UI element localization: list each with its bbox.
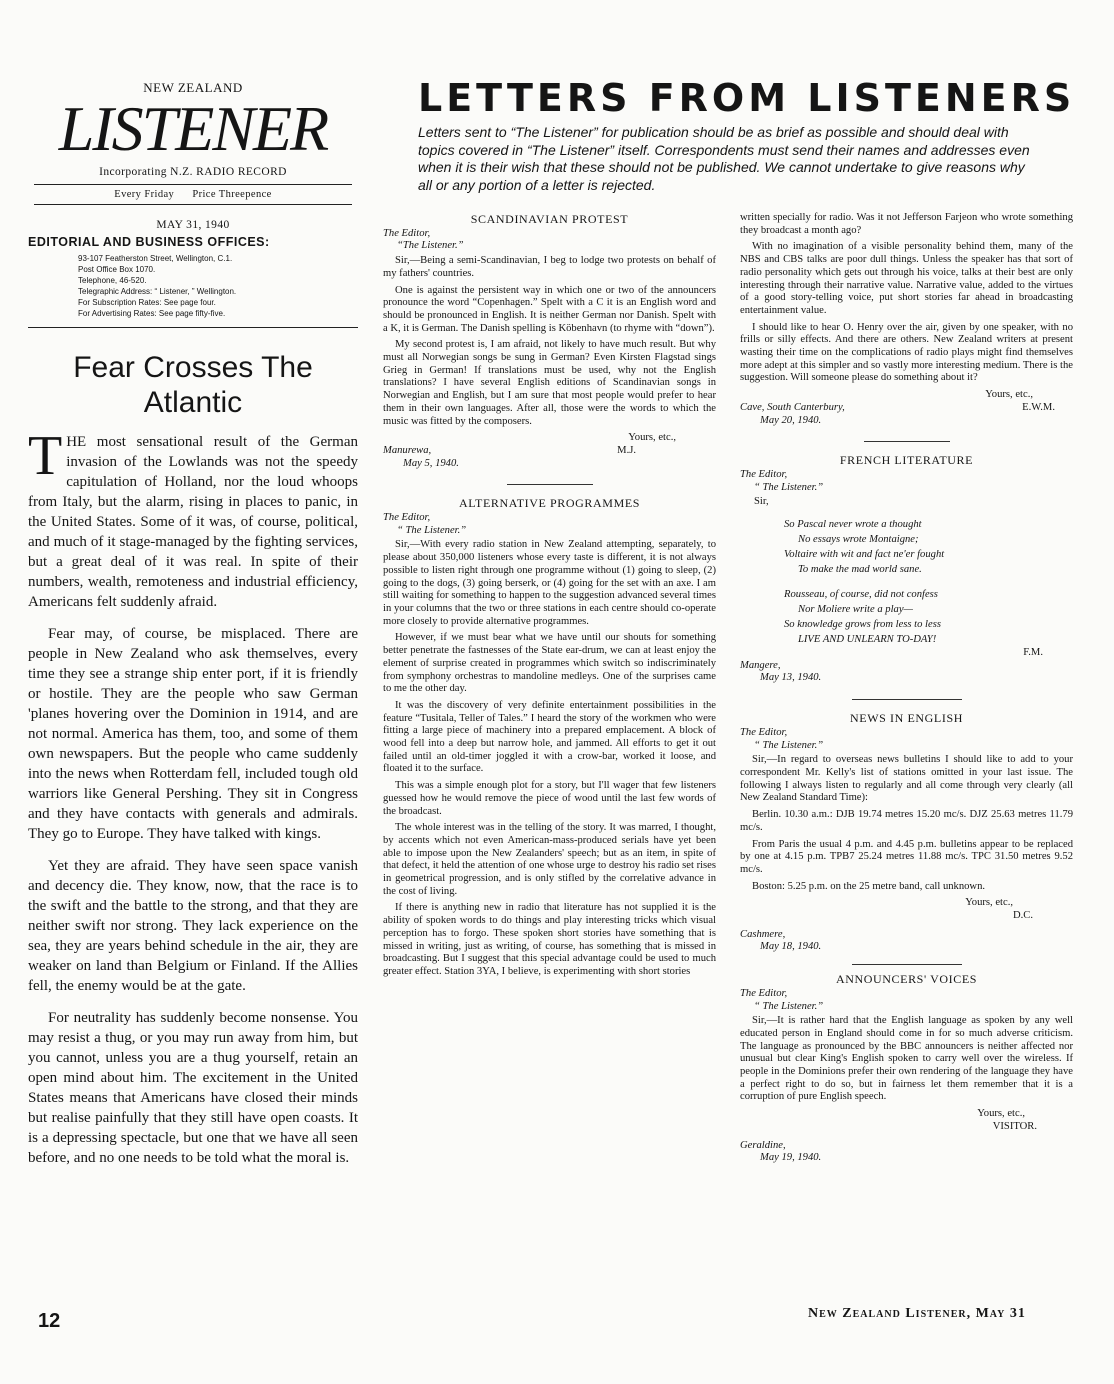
poem-line: So Pascal never wrote a thought [784,519,922,531]
letter-salutation: Sir, [754,496,769,508]
letter-paragraph: This was a simple enough plot for a story, but I'll wager that few listeners guessed how he would remove the piece of wood until the last few words of the broadcast. [383,780,716,817]
office-address [78,253,358,319]
letter-heading: FRENCH LITERATURE [839,453,974,468]
letter-paragraph: I should like to hear O. Henry over the air, given by one speaker, with no frills or silly effects. And there are others. New Zealand writers at present wasting their time on the complications of radio plays might find themselves more adept at this simpler and so vastly more interesting medium. There is the suggestion. Will someone please do something about it? [740,321,1073,384]
letters-intro: Letters sent to “The Listener” for publication should be as brief as possible and should deal with topics covered in “The Listener” itself. Correspondents must send their names and addresses even when it is their wish that these should not be published. We cannot undertake to give reasons why all or any portion of a letter is rejected. [418,124,1030,193]
letter-date: May 20, 1940. [760,414,822,426]
masthead-title: LISTENER [58,93,328,164]
letter-alternative-continued [740,212,1073,427]
letter-signature [740,402,1073,415]
letter-yours: Yours, etc., [965,897,1013,909]
masthead-rule-2 [34,204,352,205]
masthead [28,80,358,328]
letter-date: May 13, 1940. [760,672,822,684]
letter-news [740,712,1073,954]
address-line: 93-107 Featherston Street, Wellington, C.1. [78,254,233,263]
letter-paragraph: The whole interest was in the telling of the story. It was marred, I thought, by accents which not even American-mass-produced serials have yet been able to impose upon the New Zealanders' speech; but as an item, in spite of that defect, it held the attention of one whose urge to destroy his radio set rises in geometrical progression, and is only stifled by the correlative advance in the cost of living. [383,822,716,897]
address-line: For Subscription Rates: See page four. [78,298,216,307]
letter-alternative [383,497,716,978]
address-line: For Advertising Rates: See page fifty-five. [78,309,226,318]
letter-editor: The Editor, [740,468,788,480]
letter-place: Geraldine, [740,1139,786,1151]
letter-heading: SCANDINAVIAN PROTEST [470,212,629,226]
page-number: 12 [38,1310,61,1332]
letter-place: Cashmere, [740,928,786,940]
address-line: Telephone, 46-520. [78,276,147,285]
masthead-rule [34,184,352,185]
letter-paragraph: With no imagination of a visible personality behind them, many of the NBS and CBS talks are poor dull things. Unless the speaker has that sort of radio personality which gets out through his voice, talks at their best are only interesting through their narrative value. Narrative value, added to the virtues of a good story-telling voice, put short stories far ahead in broadcasting entertainment value. [740,241,1073,316]
feature-paragraph: For neutrality has suddenly become nonsense. You may resist a thug, or you may run away from him, but you cannot, unless you are a thug yourself, retain an open mind about him. The excitement in the United States means that Americans have closed their minds but realise painfully that they still have open coasts. It is a depressing spectacle, but one that we have all seen before, and no one needs to be told what the moral is. [28,1010,358,1166]
letter-date: May 18, 1940. [760,941,822,953]
letter-editor: The Editor, [383,227,431,239]
letter-listener: “The Listener.” [397,240,464,252]
price: Price Threepence [192,189,272,200]
letter-listener: “ The Listener.” [397,524,467,536]
letter-initials: D.C. [1012,910,1033,922]
letter-announcers [740,973,1073,1165]
letter-french [740,454,1073,685]
poem [740,517,1073,647]
poem-line: So knowledge grows from less to less [784,619,941,631]
dropcap: T [28,425,63,487]
feature-headline: Fear Crosses The Atlantic [73,351,313,419]
letter-paragraph: Sir,—Being a semi-Scandinavian, I beg to lodge two protests on behalf of my fathers' countries. [383,255,716,279]
letters-column-left [383,213,716,983]
poem-line: To make the mad world sane. [798,564,922,576]
letter-place: Mangere, [740,659,781,671]
frequency: Every Friday [114,189,175,200]
poem-line: LIVE AND UNLEARN TO-DAY! [798,634,937,646]
letter-editor: The Editor, [740,726,788,738]
letter-separator [852,964,962,965]
masthead-country: NEW ZEALAND [143,80,243,95]
masthead-bottom-rule [28,327,358,328]
letter-heading: ALTERNATIVE PROGRAMMES [458,496,641,511]
letters-column-right [740,212,1073,1165]
letter-yours: Yours, etc., [628,432,676,444]
letter-paragraph: Boston: 5.25 p.m. on the 25 metre band, call unknown. [752,880,986,892]
masthead-incorporating: Incorporating N.Z. RADIO RECORD [99,166,287,178]
letter-separator [864,441,950,442]
letter-initials: E.W.M. [1022,401,1055,413]
footer-publication: New Zealand Listener, May 31 [808,1306,1026,1321]
poem-line: No essays wrote Montaigne; [798,534,919,546]
address-line: Telegraphic Address: “ Listener, ” Wellington. [78,287,237,296]
letter-listener: “ The Listener.” [754,481,824,493]
letter-separator [507,484,593,485]
letter-listener: “ The Listener.” [754,739,824,751]
letter-paragraph: From Paris the usual 4 p.m. and 4.45 p.m. bulletins appear to be replaced by one at 4.15 p.m. TPB7 25.24 metres 11.88 mc/s. TPC 31.50 metres 9.52 mc/s. [740,838,1073,875]
masthead-date: MAY 31, 1940 [156,219,230,231]
letter-paragraph: Berlin. 10.30 a.m.: DJB 19.74 metres 15.20 mc/s. DJZ 25.63 metres 11.79 mc/s. [740,809,1073,833]
letter-initials: M.J. [617,444,636,456]
feature-paragraph: Fear may, of course, be misplaced. There are people in New Zealand who ask themselves, every time they see a strange ship enter port, if it is friendly or hostile. They are the people who saw German 'planes hovering over the Dominion in 1914, and are not normal. America has them, too, and some of them own newspapers. But the people who came suddenly into the news when Rotterdam fell, included tough old warriors like General Pershing. They sit in Congress and they have contacts with generals and admirals. They go to Europe. They have talked with kings. [28,626,358,842]
masthead-frequency-line [28,189,358,204]
letter-paragraph: If there is anything new in radio that literature has not supplied it is the ability of spoken words to do things and play interesting tricks which visual perception has to forgo. These spoken short stories have something that is missed in writing, just as writing, of course, has something that is missed in broadcasting. But I suggest that this special advantage could be used to much greater effect. Station 3YA, I believe, is experimenting with short stories [383,902,716,977]
letter-editor: The Editor, [383,512,431,524]
letter-paragraph: However, if we must bear what we have until our shouts for something better penetrate the fastnesses of the State ear-drum, we can at least enjoy the element of surprise created in programmes which switch so indiscriminately from symphony orchestras to mandoline medleys. One of the surprises came to me the other day. [383,632,716,695]
letters-title: LETTERS FROM LISTENERS [418,76,1076,120]
letter-date: May 19, 1940. [760,1152,822,1164]
letter-editor: The Editor, [740,987,788,999]
address-line: Post Office Box 1070. [78,265,156,274]
feature-paragraph: Yet they are afraid. They have seen space vanish and decency die. They know, now, that the race is to the swift and the battle to the strong, and that they are neither swift nor strong. They lack experience on the sea, they are years behind schedule in the air, they are weaker on land than Belgium or Finland. If the Allies fell, the enemy would be at the gate. [28,858,358,994]
letter-scandinavian [383,213,716,470]
letter-paragraph: It was the discovery of very definite entertainment possibilities in the feature “Tusitala, Teller of Tales.” I heard the story of the workmen who were fitting a large piece of machinery into a prepared emplacement. A block of wood fell into a deep but narrow hole, and jammed. All efforts to get it out failed until an old-timer joggled it with a crow-bar, worked it loose, and floated it to the surface. [383,699,716,775]
letter-separator [852,699,962,700]
letter-paragraph: One is against the persistent way in which one or two of the announcers pronounce the word “Copenhagen.” Spelt with a C it is an English word and should be pronounced in English. It is neither German nor Danish. Spelt with a K, it is German. The Danish spelling is Köbenhavn (to rhyme with “down”). [383,284,716,334]
letter-initials: F.M. [1023,647,1043,659]
poem-line: Nor Moliere write a play— [798,604,913,616]
letter-heading: ANNOUNCERS' VOICES [835,972,978,987]
letter-initials: VISITOR. [992,1120,1037,1132]
letter-paragraph: My second protest is, I am afraid, not likely to have much result. But why must all Norwegian songs be sung in German? Even Kirsten Flagstad sings Grieg in German! If translations must be used, why not the English translations? I have several English editions of Scandinavian songs in Norwegian and English, but I am sure that most people would prefer to hear them in their own languages. After all, those were the words to which the music was fitted by the composers. [383,339,716,427]
feature-paragraph: THE most sensational result of the German invasion of the Lowlands was not the speedy capitulation of Holland, nor the loud whoops from Italy, but the alarm, rising in places to panic, in the United States. Some of it was, of course, political, and much of it stage-managed by the fighting services, but a great deal of it was real. In spite of their numbers, wealth, remoteness and industrial efficiency, Americans felt suddenly afraid. [28,425,358,610]
offices-heading: EDITORIAL AND BUSINESS OFFICES: [28,235,270,249]
letter-place: Cave, South Canterbury, [740,401,845,413]
letter-paragraph: Sir,—In regard to overseas news bulletins I should like to add to your correspondent Mr. Kelly's list of stations omitted in your last issue. The following I always listen to regularly and all come through very clearly (all New Zealand Standard Time): [740,754,1073,804]
editorial-feature [28,350,358,1180]
poem-line: Rousseau, of course, did not confess [784,589,938,601]
letter-paragraph: Sir,—It is rather hard that the English language as spoken by any well educated person in England should come in for so much adverse criticism. The language as pronounced by the BBC announcers is neither affected nor unusual but clear King's English spoken to carry well over the wireless. If people in the Dominions prefer their own rendering of the language they have a perfect right to do so, but in fairness let them remember that it is a corruption of pure English speech. [740,1015,1073,1103]
letter-listener: “ The Listener.” [754,1000,824,1012]
poem-line: Voltaire with wit and fact ne'er fought [784,549,945,561]
letter-heading: NEWS IN ENGLISH [850,711,963,726]
letter-yours: Yours, etc., [977,1108,1025,1120]
letter-place: Manurewa, [383,444,432,456]
letter-signature [383,445,716,458]
letter-yours: Yours, etc., [985,389,1033,401]
letter-date: May 5, 1940. [403,457,459,469]
letter-paragraph: written specially for radio. Was it not Jefferson Farjeon who wrote something they broadcast a month ago? [740,212,1073,236]
letter-paragraph: Sir,—With every radio station in New Zealand attempting, separately, to please about 350,000 listeners whose every taste is different, it is not always possible to listen right through one programme without (1) going to sleep, (2) going to the dogs, (3) going berserk, or (4) going for the set with an axe. I am still waiting for something to happen to the suggestion advanced several times in your columns that the two or three stations in each centre should co-operate more closely to provide alternative programmes. [383,539,716,627]
